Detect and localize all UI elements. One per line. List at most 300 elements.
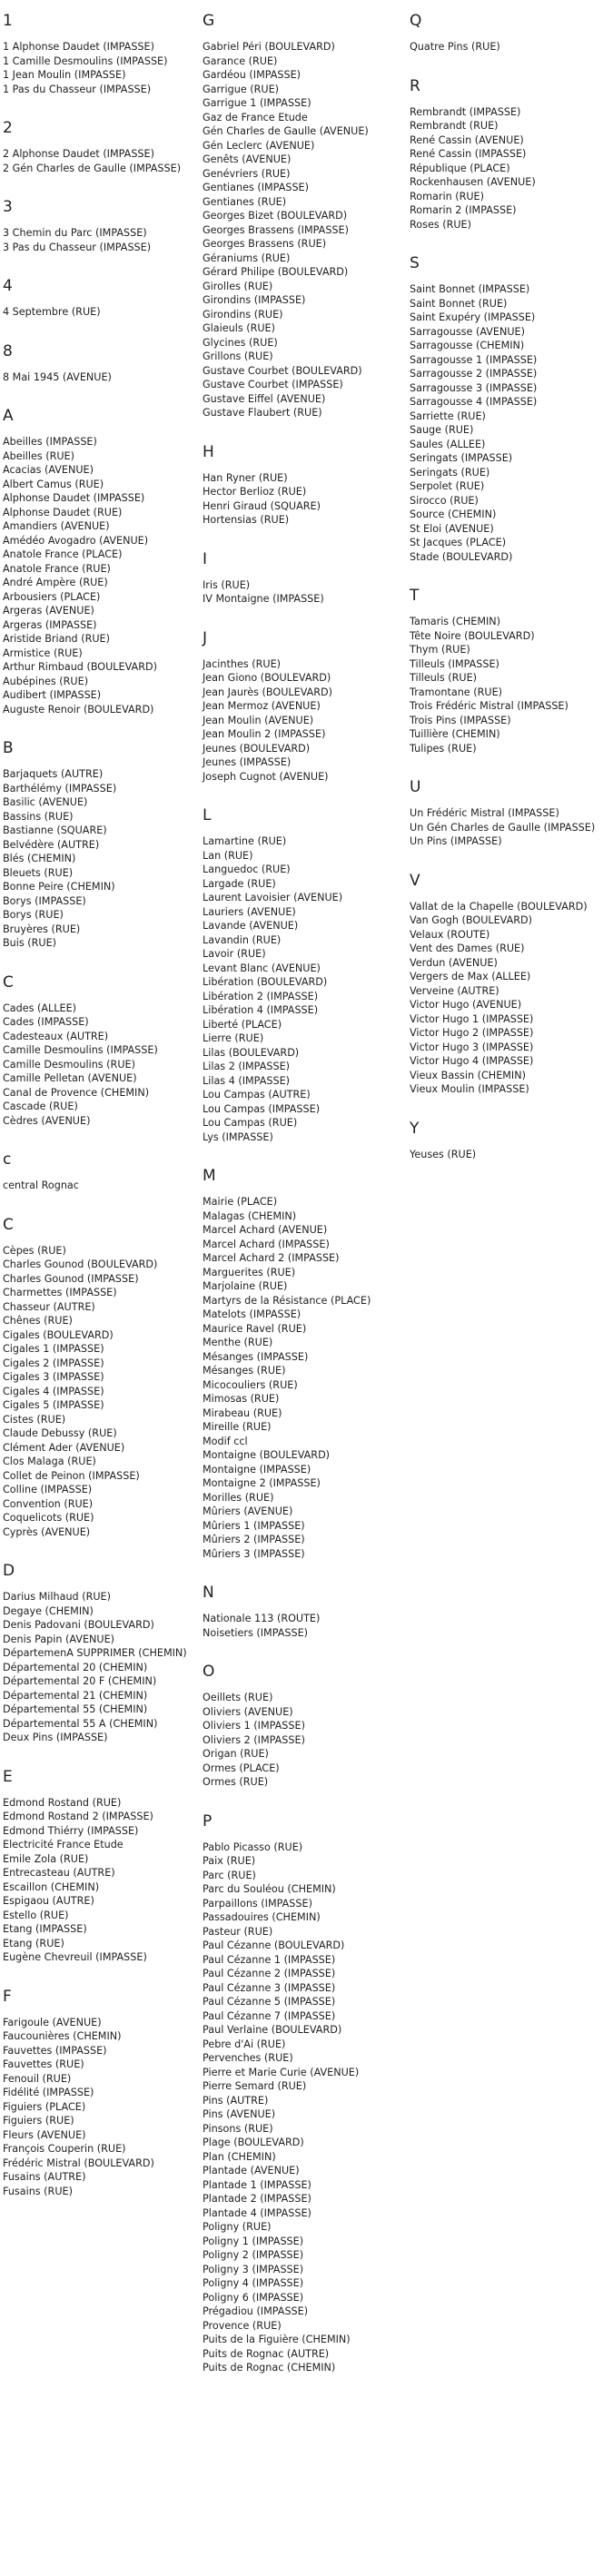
street-link[interactable]: Parc du Souléou (CHEMIN) [203, 1883, 336, 1895]
street-link[interactable]: Oliviers (AVENUE) [203, 1705, 293, 1718]
street-link[interactable]: Rembrandt (IMPASSE) [410, 105, 521, 118]
street-link[interactable]: Modif ccl [203, 1435, 248, 1447]
street-link[interactable]: Micocouliers (RUE) [203, 1378, 298, 1391]
street-link[interactable]: Plantade (AVENUE) [203, 2165, 300, 2176]
street-link[interactable]: Edmond Thiérry (IMPASSE) [3, 1824, 139, 1837]
street-link[interactable]: Gérard Philipe (BOULEVARD) [203, 266, 349, 278]
street-link[interactable]: Cèpes (RUE) [3, 1244, 66, 1257]
street-link[interactable]: Pablo Picasso (RUE) [203, 1841, 303, 1853]
street-link[interactable]: Van Gogh (BOULEVARD) [410, 914, 533, 926]
street-link[interactable]: Gén Charles de Gaulle (AVENUE) [203, 125, 369, 137]
street-link[interactable]: Seringats (IMPASSE) [410, 452, 513, 464]
street-link[interactable]: Audibert (IMPASSE) [3, 689, 102, 701]
street-link[interactable]: Maurice Ravel (RUE) [203, 1322, 307, 1335]
street-link[interactable]: Pebre d'Ai (RUE) [203, 2038, 286, 2050]
street-link[interactable]: Plantade 1 (IMPASSE) [203, 2178, 311, 2191]
street-link[interactable]: Gentianes (RUE) [203, 195, 287, 208]
street-link[interactable]: Arbousiers (PLACE) [3, 590, 101, 603]
street-link[interactable]: Cascade (RUE) [3, 1100, 78, 1112]
street-link[interactable]: Argeras (IMPASSE) [3, 618, 97, 631]
street-link[interactable]: Tuillière (CHEMIN) [410, 728, 500, 740]
street-link[interactable]: Entrecasteau (AUTRE) [3, 1867, 115, 1879]
street-link[interactable]: Bastianne (SQUARE) [3, 824, 107, 836]
street-link[interactable]: Cades (IMPASSE) [3, 1016, 89, 1028]
street-link[interactable]: Lou Campas (AUTRE) [203, 1089, 311, 1100]
street-link[interactable]: Vergers de Max (ALLEE) [410, 971, 531, 982]
street-link[interactable]: Paul Cézanne 1 (IMPASSE) [203, 1953, 336, 1966]
street-link[interactable]: Poligny 2 (IMPASSE) [203, 2249, 304, 2261]
street-link[interactable]: Libération (BOULEVARD) [203, 976, 328, 988]
street-link[interactable]: Mûriers 1 (IMPASSE) [203, 1519, 305, 1532]
street-link[interactable]: Provence (RUE) [203, 2319, 282, 2332]
street-link[interactable]: Romarin (RUE) [410, 190, 484, 202]
street-link[interactable]: Figuiers (PLACE) [3, 2100, 86, 2113]
street-link[interactable]: Claude Debussy (RUE) [3, 1427, 117, 1439]
street-link[interactable]: Plage (BOULEVARD) [203, 2137, 304, 2148]
street-link[interactable]: Han Ryner (RUE) [203, 471, 288, 484]
street-link[interactable]: Argeras (AVENUE) [3, 605, 94, 617]
street-link[interactable]: Mirabeau (RUE) [203, 1406, 282, 1419]
street-link[interactable]: 4 Septembre (RUE) [3, 306, 101, 318]
street-link[interactable]: Aristide Briand (RUE) [3, 633, 110, 645]
street-link[interactable]: Eugène Chevreuil (IMPASSE) [3, 1951, 147, 1963]
street-link[interactable]: Montaigne 2 (IMPASSE) [203, 1477, 321, 1489]
street-link[interactable]: Lan (RUE) [203, 849, 253, 862]
street-link[interactable]: Jeunes (BOULEVARD) [203, 742, 311, 755]
street-link[interactable]: Départemental 21 (CHEMIN) [3, 1689, 148, 1702]
street-link[interactable]: Oliviers 1 (IMPASSE) [203, 1720, 305, 1732]
street-link[interactable]: Pasteur (RUE) [203, 1925, 273, 1938]
street-link[interactable]: Trois Frédéric Mistral (IMPASSE) [410, 700, 569, 712]
street-link[interactable]: Etang (RUE) [3, 1937, 64, 1949]
street-link[interactable]: Alphonse Daudet (RUE) [3, 506, 123, 518]
street-link[interactable]: Faucounières (CHEMIN) [3, 2030, 122, 2042]
street-link[interactable]: Puits de la Figuière (CHEMIN) [203, 2334, 351, 2345]
street-link[interactable]: Lys (IMPASSE) [203, 1130, 273, 1143]
street-link[interactable]: Paul Cézanne (BOULEVARD) [203, 1939, 345, 1951]
street-link[interactable]: Sirocco (RUE) [410, 494, 479, 507]
street-link[interactable]: République (PLACE) [410, 162, 510, 174]
street-link[interactable]: Parpaillons (IMPASSE) [203, 1897, 312, 1910]
street-link[interactable]: Mûriers 2 (IMPASSE) [203, 1534, 305, 1545]
street-link[interactable]: Parc (RUE) [203, 1869, 256, 1881]
street-link[interactable]: Poligny 6 (IMPASSE) [203, 2291, 304, 2304]
street-link[interactable]: Charles Gounod (IMPASSE) [3, 1272, 139, 1285]
street-link[interactable]: Plantade 2 (IMPASSE) [203, 2193, 311, 2205]
street-link[interactable]: Mimosas (RUE) [203, 1393, 280, 1405]
street-link[interactable]: Garrigue 1 (IMPASSE) [203, 97, 311, 109]
street-link[interactable]: 8 Mai 1945 (AVENUE) [3, 370, 112, 383]
street-link[interactable]: Matelots (IMPASSE) [203, 1308, 302, 1320]
street-link[interactable]: 2 Gén Charles de Gaulle (IMPASSE) [3, 162, 182, 174]
street-link[interactable]: Colline (IMPASSE) [3, 1484, 93, 1495]
street-link[interactable]: Camille Pelletan (AVENUE) [3, 1072, 137, 1084]
street-link[interactable]: Barjaquets (AUTRE) [3, 768, 104, 780]
street-link[interactable]: Romarin 2 (IMPASSE) [410, 204, 517, 216]
street-link[interactable]: Lauriers (AVENUE) [203, 905, 296, 918]
street-link[interactable]: Lilas 2 (IMPASSE) [203, 1061, 290, 1072]
street-link[interactable]: Tulipes (RUE) [410, 742, 477, 755]
street-link[interactable]: Albert Camus (RUE) [3, 478, 104, 490]
street-link[interactable]: Garance (RUE) [203, 54, 278, 67]
street-link[interactable]: Iris (RUE) [203, 578, 251, 591]
street-link[interactable]: Sarragousse (CHEMIN) [410, 340, 525, 351]
street-link[interactable]: Lierre (RUE) [203, 1032, 264, 1044]
street-link[interactable]: Joseph Cugnot (AVENUE) [203, 770, 329, 783]
street-link[interactable]: Verdun (AVENUE) [410, 956, 498, 969]
street-link[interactable]: Clément Ader (AVENUE) [3, 1441, 125, 1454]
street-link[interactable]: Jean Mermoz (AVENUE) [203, 700, 321, 712]
street-link[interactable]: Collet de Peinon (IMPASSE) [3, 1469, 140, 1482]
street-link[interactable]: Martyrs de la Résistance (PLACE) [203, 1294, 371, 1307]
street-link[interactable]: Un Pins (IMPASSE) [410, 835, 502, 847]
street-link[interactable]: Girondins (IMPASSE) [203, 294, 306, 306]
street-link[interactable]: Sarragousse (AVENUE) [410, 325, 525, 338]
street-link[interactable]: Gabriel Péri (BOULEVARD) [203, 41, 335, 53]
street-link[interactable]: Rembrandt (RUE) [410, 120, 499, 132]
street-link[interactable]: Edmond Rostand 2 (IMPASSE) [3, 1811, 153, 1822]
street-link[interactable]: Espigaou (AUTRE) [3, 1895, 94, 1907]
street-link[interactable]: Fauvettes (RUE) [3, 2058, 84, 2070]
street-link[interactable]: Cadesteaux (AUTRE) [3, 1030, 109, 1042]
street-link[interactable]: Electricité France Etude [3, 1839, 124, 1851]
street-link[interactable]: Farigoule (AVENUE) [3, 2016, 102, 2028]
street-link[interactable]: Liberté (PLACE) [203, 1018, 282, 1031]
street-link[interactable]: Cigales 3 (IMPASSE) [3, 1371, 104, 1383]
street-link[interactable]: Sauge (RUE) [410, 424, 474, 436]
street-link[interactable]: Georges Brassens (RUE) [203, 238, 327, 250]
street-link[interactable]: Cigales 1 (IMPASSE) [3, 1343, 104, 1355]
street-link[interactable]: Morilles (RUE) [203, 1491, 274, 1504]
street-link[interactable]: Mésanges (IMPASSE) [203, 1350, 309, 1363]
street-link[interactable]: Genévriers (RUE) [203, 167, 291, 180]
street-link[interactable]: Hortensias (RUE) [203, 514, 290, 526]
street-link[interactable]: Abeilles (RUE) [3, 449, 74, 462]
street-link[interactable]: Acacias (AVENUE) [3, 464, 94, 476]
street-link[interactable]: Fleurs (AVENUE) [3, 2128, 86, 2141]
street-link[interactable]: Géraniums (RUE) [203, 252, 291, 264]
street-link[interactable]: Girondins (RUE) [203, 308, 283, 321]
street-link[interactable]: Estello (RUE) [3, 1909, 69, 1921]
street-link[interactable]: 1 Jean Moulin (IMPASSE) [3, 69, 126, 81]
street-link[interactable]: Menthe (RUE) [203, 1337, 273, 1348]
street-link[interactable]: Sarragousse 2 (IMPASSE) [410, 368, 538, 380]
street-link[interactable]: 2 Alphonse Daudet (IMPASSE) [3, 148, 154, 160]
street-link[interactable]: Paul Cézanne 5 (IMPASSE) [203, 1996, 336, 2008]
street-link[interactable]: Saules (ALLEE) [410, 438, 486, 450]
street-link[interactable]: Tramontane (RUE) [410, 686, 503, 698]
street-link[interactable]: Paul Verlaine (BOULEVARD) [203, 2024, 342, 2036]
street-link[interactable]: Georges Bizet (BOULEVARD) [203, 210, 348, 222]
street-link[interactable]: Georges Brassens (IMPASSE) [203, 223, 349, 236]
street-link[interactable]: Charles Gounod (BOULEVARD) [3, 1258, 158, 1270]
street-link[interactable]: Marcel Achard 2 (IMPASSE) [203, 1252, 340, 1264]
street-link[interactable]: Cades (ALLEE) [3, 1002, 77, 1014]
street-link[interactable]: Grillons (RUE) [203, 350, 273, 362]
street-link[interactable]: Quatre Pins (RUE) [410, 41, 500, 53]
street-link[interactable]: Victor Hugo 2 (IMPASSE) [410, 1027, 534, 1039]
street-link[interactable]: Bassins (RUE) [3, 810, 74, 823]
street-link[interactable]: Barthélémy (IMPASSE) [3, 782, 117, 795]
street-link[interactable]: Escaillon (CHEMIN) [3, 1880, 100, 1893]
street-link[interactable]: Poligny 1 (IMPASSE) [203, 2235, 304, 2247]
street-link[interactable]: Belvédère (AUTRE) [3, 838, 100, 851]
street-link[interactable]: Victor Hugo (AVENUE) [410, 999, 522, 1011]
street-link[interactable]: Convention (RUE) [3, 1497, 94, 1510]
street-link[interactable]: 1 Camille Desmoulins (IMPASSE) [3, 54, 168, 67]
street-link[interactable]: Jean Moulin 2 (IMPASSE) [203, 728, 326, 740]
street-link[interactable]: Saint Bonnet (IMPASSE) [410, 283, 530, 295]
street-link[interactable]: Jean Moulin (AVENUE) [203, 714, 314, 726]
street-link[interactable]: Victor Hugo 4 (IMPASSE) [410, 1055, 534, 1067]
street-link[interactable]: Paix (RUE) [203, 1855, 256, 1867]
street-link[interactable]: Gustave Eiffel (AVENUE) [203, 392, 326, 405]
street-link[interactable]: Vieux Bassin (CHEMIN) [410, 1069, 526, 1081]
street-link[interactable]: Fusains (AUTRE) [3, 2171, 86, 2183]
street-link[interactable]: Roses (RUE) [410, 218, 471, 231]
street-link[interactable]: Armistice (RUE) [3, 646, 83, 659]
street-link[interactable]: Paul Cézanne 7 (IMPASSE) [203, 2009, 336, 2022]
street-link[interactable]: Paul Cézanne 3 (IMPASSE) [203, 1981, 336, 1994]
street-link[interactable]: Marcel Achard (AVENUE) [203, 1224, 328, 1236]
street-link[interactable]: 3 Pas du Chasseur (IMPASSE) [3, 241, 152, 253]
street-link[interactable]: Saint Exupéry (IMPASSE) [410, 311, 536, 323]
street-link[interactable]: Montaigne (BOULEVARD) [203, 1449, 331, 1461]
street-link[interactable]: Malagas (CHEMIN) [203, 1209, 297, 1222]
street-link[interactable]: Départemental 55 (CHEMIN) [3, 1703, 148, 1715]
street-link[interactable]: Emile Zola (RUE) [3, 1852, 89, 1865]
street-link[interactable]: Hector Berlioz (RUE) [203, 486, 307, 498]
street-link[interactable]: Abeilles (IMPASSE) [3, 436, 97, 448]
street-link[interactable]: Oliviers 2 (IMPASSE) [203, 1733, 305, 1746]
street-link[interactable]: Seringats (RUE) [410, 466, 490, 479]
street-link[interactable]: Paul Cézanne 2 (IMPASSE) [203, 1968, 336, 1979]
street-link[interactable]: Figuiers (RUE) [3, 2115, 74, 2127]
street-link[interactable]: St Jacques (PLACE) [410, 537, 507, 548]
street-link[interactable]: Genêts (AVENUE) [203, 153, 292, 165]
street-link[interactable]: Cigales (BOULEVARD) [3, 1328, 114, 1341]
street-link[interactable]: Blés (CHEMIN) [3, 853, 76, 864]
street-link[interactable]: Gén Leclerc (AVENUE) [203, 139, 315, 152]
street-link[interactable]: Passadouires (CHEMIN) [203, 1911, 321, 1923]
street-link[interactable]: Jeunes (IMPASSE) [203, 756, 292, 768]
street-link[interactable]: Tête Noire (BOULEVARD) [410, 629, 535, 642]
street-link[interactable]: Gustave Flaubert (RUE) [203, 407, 322, 419]
street-link[interactable]: Clos Malaga (RUE) [3, 1456, 96, 1467]
street-link[interactable]: Lou Campas (IMPASSE) [203, 1102, 321, 1115]
street-link[interactable]: Deux Pins (IMPASSE) [3, 1732, 108, 1743]
street-link[interactable]: Un Gén Charles de Gaulle (IMPASSE) [410, 821, 596, 834]
street-link[interactable]: Pins (AVENUE) [203, 2108, 276, 2120]
street-link[interactable]: Rockenhausen (AVENUE) [410, 176, 536, 188]
street-link[interactable]: Denis Padovani (BOULEVARD) [3, 1619, 154, 1631]
street-link[interactable]: Vent des Dames (RUE) [410, 943, 525, 954]
street-link[interactable]: André Ampère (RUE) [3, 577, 108, 588]
street-link[interactable]: Victor Hugo 1 (IMPASSE) [410, 1012, 534, 1025]
street-link[interactable]: Coquelicots (RUE) [3, 1512, 94, 1524]
street-link[interactable]: Chasseur (AUTRE) [3, 1300, 95, 1313]
street-link[interactable]: Anatole France (RUE) [3, 562, 111, 575]
street-link[interactable]: Ormes (PLACE) [203, 1762, 280, 1774]
street-link[interactable]: Gaz de France Etude [203, 111, 308, 123]
street-link[interactable]: Gustave Courbet (IMPASSE) [203, 379, 343, 390]
street-link[interactable]: René Cassin (IMPASSE) [410, 148, 527, 160]
street-link[interactable]: Prégadiou (IMPASSE) [203, 2305, 309, 2317]
street-link[interactable]: Fusains (RUE) [3, 2185, 73, 2197]
street-link[interactable]: Lamartine (RUE) [203, 835, 287, 847]
street-link[interactable]: Mûriers (AVENUE) [203, 1505, 293, 1517]
street-link[interactable]: Départemental 20 F (CHEMIN) [3, 1675, 157, 1687]
street-link[interactable]: Verveine (AUTRE) [410, 984, 499, 997]
street-link[interactable]: Thym (RUE) [410, 644, 470, 656]
street-link[interactable]: Tilleuls (IMPASSE) [410, 657, 499, 670]
street-link[interactable]: Puits de Rognac (CHEMIN) [203, 2362, 336, 2374]
street-link[interactable]: Lou Campas (RUE) [203, 1117, 298, 1129]
street-link[interactable]: Mairie (PLACE) [203, 1196, 278, 1208]
street-link[interactable]: Saint Bonnet (RUE) [410, 297, 508, 310]
street-link[interactable]: Glaieuls (RUE) [203, 322, 275, 334]
street-link[interactable]: Mireille (RUE) [203, 1421, 272, 1433]
street-link[interactable]: Tamaris (CHEMIN) [410, 616, 501, 627]
street-link[interactable]: Levant Blanc (AVENUE) [203, 962, 321, 974]
street-link[interactable]: Pierre et Marie Curie (AVENUE) [203, 2066, 360, 2078]
street-link[interactable]: Girolles (RUE) [203, 280, 273, 292]
street-link[interactable]: Source (CHEMIN) [410, 508, 497, 520]
street-link[interactable]: Libération 2 (IMPASSE) [203, 990, 319, 1002]
street-link[interactable]: Degaye (CHEMIN) [3, 1604, 94, 1617]
street-link[interactable]: Fauvettes (IMPASSE) [3, 2044, 107, 2057]
street-link[interactable]: Marcel Achard (IMPASSE) [203, 1238, 330, 1250]
street-link[interactable]: Cigales 4 (IMPASSE) [3, 1385, 104, 1397]
street-link[interactable]: Pinsons (RUE) [203, 2122, 273, 2135]
street-link[interactable]: Lavandin (RUE) [203, 933, 282, 946]
street-link[interactable]: Origan (RUE) [203, 1748, 269, 1760]
street-link[interactable]: Gustave Courbet (BOULEVARD) [203, 364, 362, 377]
street-link[interactable]: Arthur Rimbaud (BOULEVARD) [3, 661, 157, 673]
street-link[interactable]: Plantade 4 (IMPASSE) [203, 2206, 311, 2219]
street-link[interactable]: Largade (RUE) [203, 877, 276, 890]
street-link[interactable]: Lilas (BOULEVARD) [203, 1046, 300, 1059]
street-link[interactable]: Camille Desmoulins (RUE) [3, 1058, 135, 1071]
street-link[interactable]: Camille Desmoulins (IMPASSE) [3, 1044, 158, 1056]
street-link[interactable]: Poligny 3 (IMPASSE) [203, 2263, 304, 2275]
street-link[interactable]: Oeillets (RUE) [203, 1692, 273, 1703]
street-link[interactable]: Vieux Moulin (IMPASSE) [410, 1083, 529, 1095]
street-link[interactable]: François Couperin (RUE) [3, 2143, 126, 2155]
street-link[interactable]: Marguerites (RUE) [203, 1266, 296, 1278]
street-link[interactable]: Mûriers 3 (IMPASSE) [203, 1547, 305, 1560]
street-link[interactable]: Canal de Provence (CHEMIN) [3, 1086, 150, 1099]
street-link[interactable]: Tilleuls (RUE) [410, 672, 478, 684]
street-link[interactable]: Mésanges (RUE) [203, 1365, 286, 1377]
street-link[interactable]: Libération 4 (IMPASSE) [203, 1004, 319, 1016]
street-link[interactable]: Frédéric Mistral (BOULEVARD) [3, 2157, 154, 2169]
street-link[interactable]: Lavande (AVENUE) [203, 920, 299, 932]
street-link[interactable]: Sarriette (RUE) [410, 410, 486, 422]
street-link[interactable]: Charmettes (IMPASSE) [3, 1287, 117, 1298]
street-link[interactable]: Lilas 4 (IMPASSE) [203, 1074, 290, 1087]
street-link[interactable]: Yeuses (RUE) [410, 1148, 477, 1160]
street-link[interactable]: Edmond Rostand (RUE) [3, 1796, 122, 1809]
street-link[interactable]: Poligny 4 (IMPASSE) [203, 2277, 304, 2289]
street-link[interactable]: IV Montaigne (IMPASSE) [203, 593, 324, 605]
street-link[interactable]: 1 Alphonse Daudet (IMPASSE) [3, 41, 154, 53]
street-link[interactable]: 3 Chemin du Parc (IMPASSE) [3, 227, 147, 239]
street-link[interactable]: Auguste Renoir (BOULEVARD) [3, 703, 154, 716]
street-link[interactable]: Noisetiers (IMPASSE) [203, 1626, 309, 1639]
street-link[interactable]: Puits de Rognac (AUTRE) [203, 2347, 330, 2360]
street-link[interactable]: Lavoir (RUE) [203, 948, 266, 960]
street-link[interactable]: Ormes (RUE) [203, 1776, 269, 1788]
street-link[interactable]: DépartemenA SUPPRIMER (CHEMIN) [3, 1647, 187, 1659]
street-link[interactable]: Velaux (ROUTE) [410, 928, 490, 941]
street-link[interactable]: Languedoc (RUE) [203, 864, 291, 875]
street-link[interactable]: Bonne Peire (CHEMIN) [3, 881, 115, 893]
street-link[interactable]: Vallat de la Chapelle (BOULEVARD) [410, 900, 588, 913]
street-link[interactable]: Sarragousse 1 (IMPASSE) [410, 353, 538, 366]
street-link[interactable]: Départemental 55 A (CHEMIN) [3, 1717, 158, 1730]
street-link[interactable]: Pierre Semard (RUE) [203, 2080, 307, 2092]
street-link[interactable]: Gentianes (IMPASSE) [203, 182, 309, 193]
street-link[interactable]: Glycines (RUE) [203, 336, 278, 349]
street-link[interactable]: Gardéou (IMPASSE) [203, 69, 302, 81]
street-link[interactable]: Plan (CHEMIN) [203, 2150, 276, 2163]
street-link[interactable]: Buis (RUE) [3, 937, 57, 949]
street-link[interactable]: Cèdres (AVENUE) [3, 1114, 91, 1127]
street-link[interactable]: Sarragousse 4 (IMPASSE) [410, 396, 538, 408]
street-link[interactable]: Cyprès (AVENUE) [3, 1525, 91, 1538]
street-link[interactable]: Fidélité (IMPASSE) [3, 2087, 94, 2098]
street-link[interactable]: Basilic (AVENUE) [3, 796, 88, 808]
street-link[interactable]: Henri Giraud (SQUARE) [203, 499, 321, 512]
street-link[interactable]: Cigales 2 (IMPASSE) [3, 1357, 104, 1369]
street-link[interactable]: Victor Hugo 3 (IMPASSE) [410, 1041, 534, 1053]
street-link[interactable]: Amandiers (AVENUE) [3, 520, 110, 532]
street-link[interactable]: Aubépines (RUE) [3, 675, 89, 687]
street-link[interactable]: Amédéo Avogadro (AVENUE) [3, 534, 149, 547]
street-link[interactable]: Sarragousse 3 (IMPASSE) [410, 381, 538, 394]
street-link[interactable]: Trois Pins (IMPASSE) [410, 714, 511, 726]
street-link[interactable]: Poligny (RUE) [203, 2221, 272, 2233]
street-link[interactable]: Un Frédéric Mistral (IMPASSE) [410, 807, 559, 819]
street-link[interactable]: 1 Pas du Chasseur (IMPASSE) [3, 83, 152, 95]
street-link[interactable]: Cigales 5 (IMPASSE) [3, 1399, 104, 1411]
street-link[interactable]: Montaigne (IMPASSE) [203, 1463, 311, 1476]
street-link[interactable]: Denis Papin (AVENUE) [3, 1633, 115, 1645]
street-link[interactable]: Jean Jaurès (BOULEVARD) [203, 686, 333, 698]
street-link[interactable]: Marjolaine (RUE) [203, 1280, 288, 1292]
street-link[interactable]: Cistes (RUE) [3, 1413, 66, 1426]
street-link[interactable]: Départemental 20 (CHEMIN) [3, 1661, 148, 1673]
street-link[interactable]: Jean Giono (BOULEVARD) [203, 672, 331, 684]
street-link[interactable]: Jacinthes (RUE) [203, 657, 282, 670]
street-link[interactable]: Pervenches (RUE) [203, 2052, 293, 2064]
street-link[interactable]: Fenouil (RUE) [3, 2072, 72, 2085]
street-link[interactable]: Etang (IMPASSE) [3, 1923, 87, 1935]
street-link[interactable]: René Cassin (AVENUE) [410, 133, 524, 146]
street-link[interactable]: Darius Milhaud (RUE) [3, 1591, 111, 1603]
street-link[interactable]: Bruyères (RUE) [3, 923, 81, 935]
street-link[interactable]: Stade (BOULEVARD) [410, 550, 513, 563]
street-link[interactable]: Anatole France (PLACE) [3, 548, 123, 560]
street-link[interactable]: Garrigue (RUE) [203, 83, 280, 95]
street-link[interactable]: Borys (RUE) [3, 909, 64, 921]
street-link[interactable]: Laurent Lavoisier (AVENUE) [203, 892, 343, 903]
street-link[interactable]: central Rognac [3, 1179, 79, 1191]
street-link[interactable]: Bleuets (RUE) [3, 866, 74, 879]
street-link[interactable]: Chênes (RUE) [3, 1315, 73, 1327]
street-link[interactable]: Alphonse Daudet (IMPASSE) [3, 492, 145, 504]
